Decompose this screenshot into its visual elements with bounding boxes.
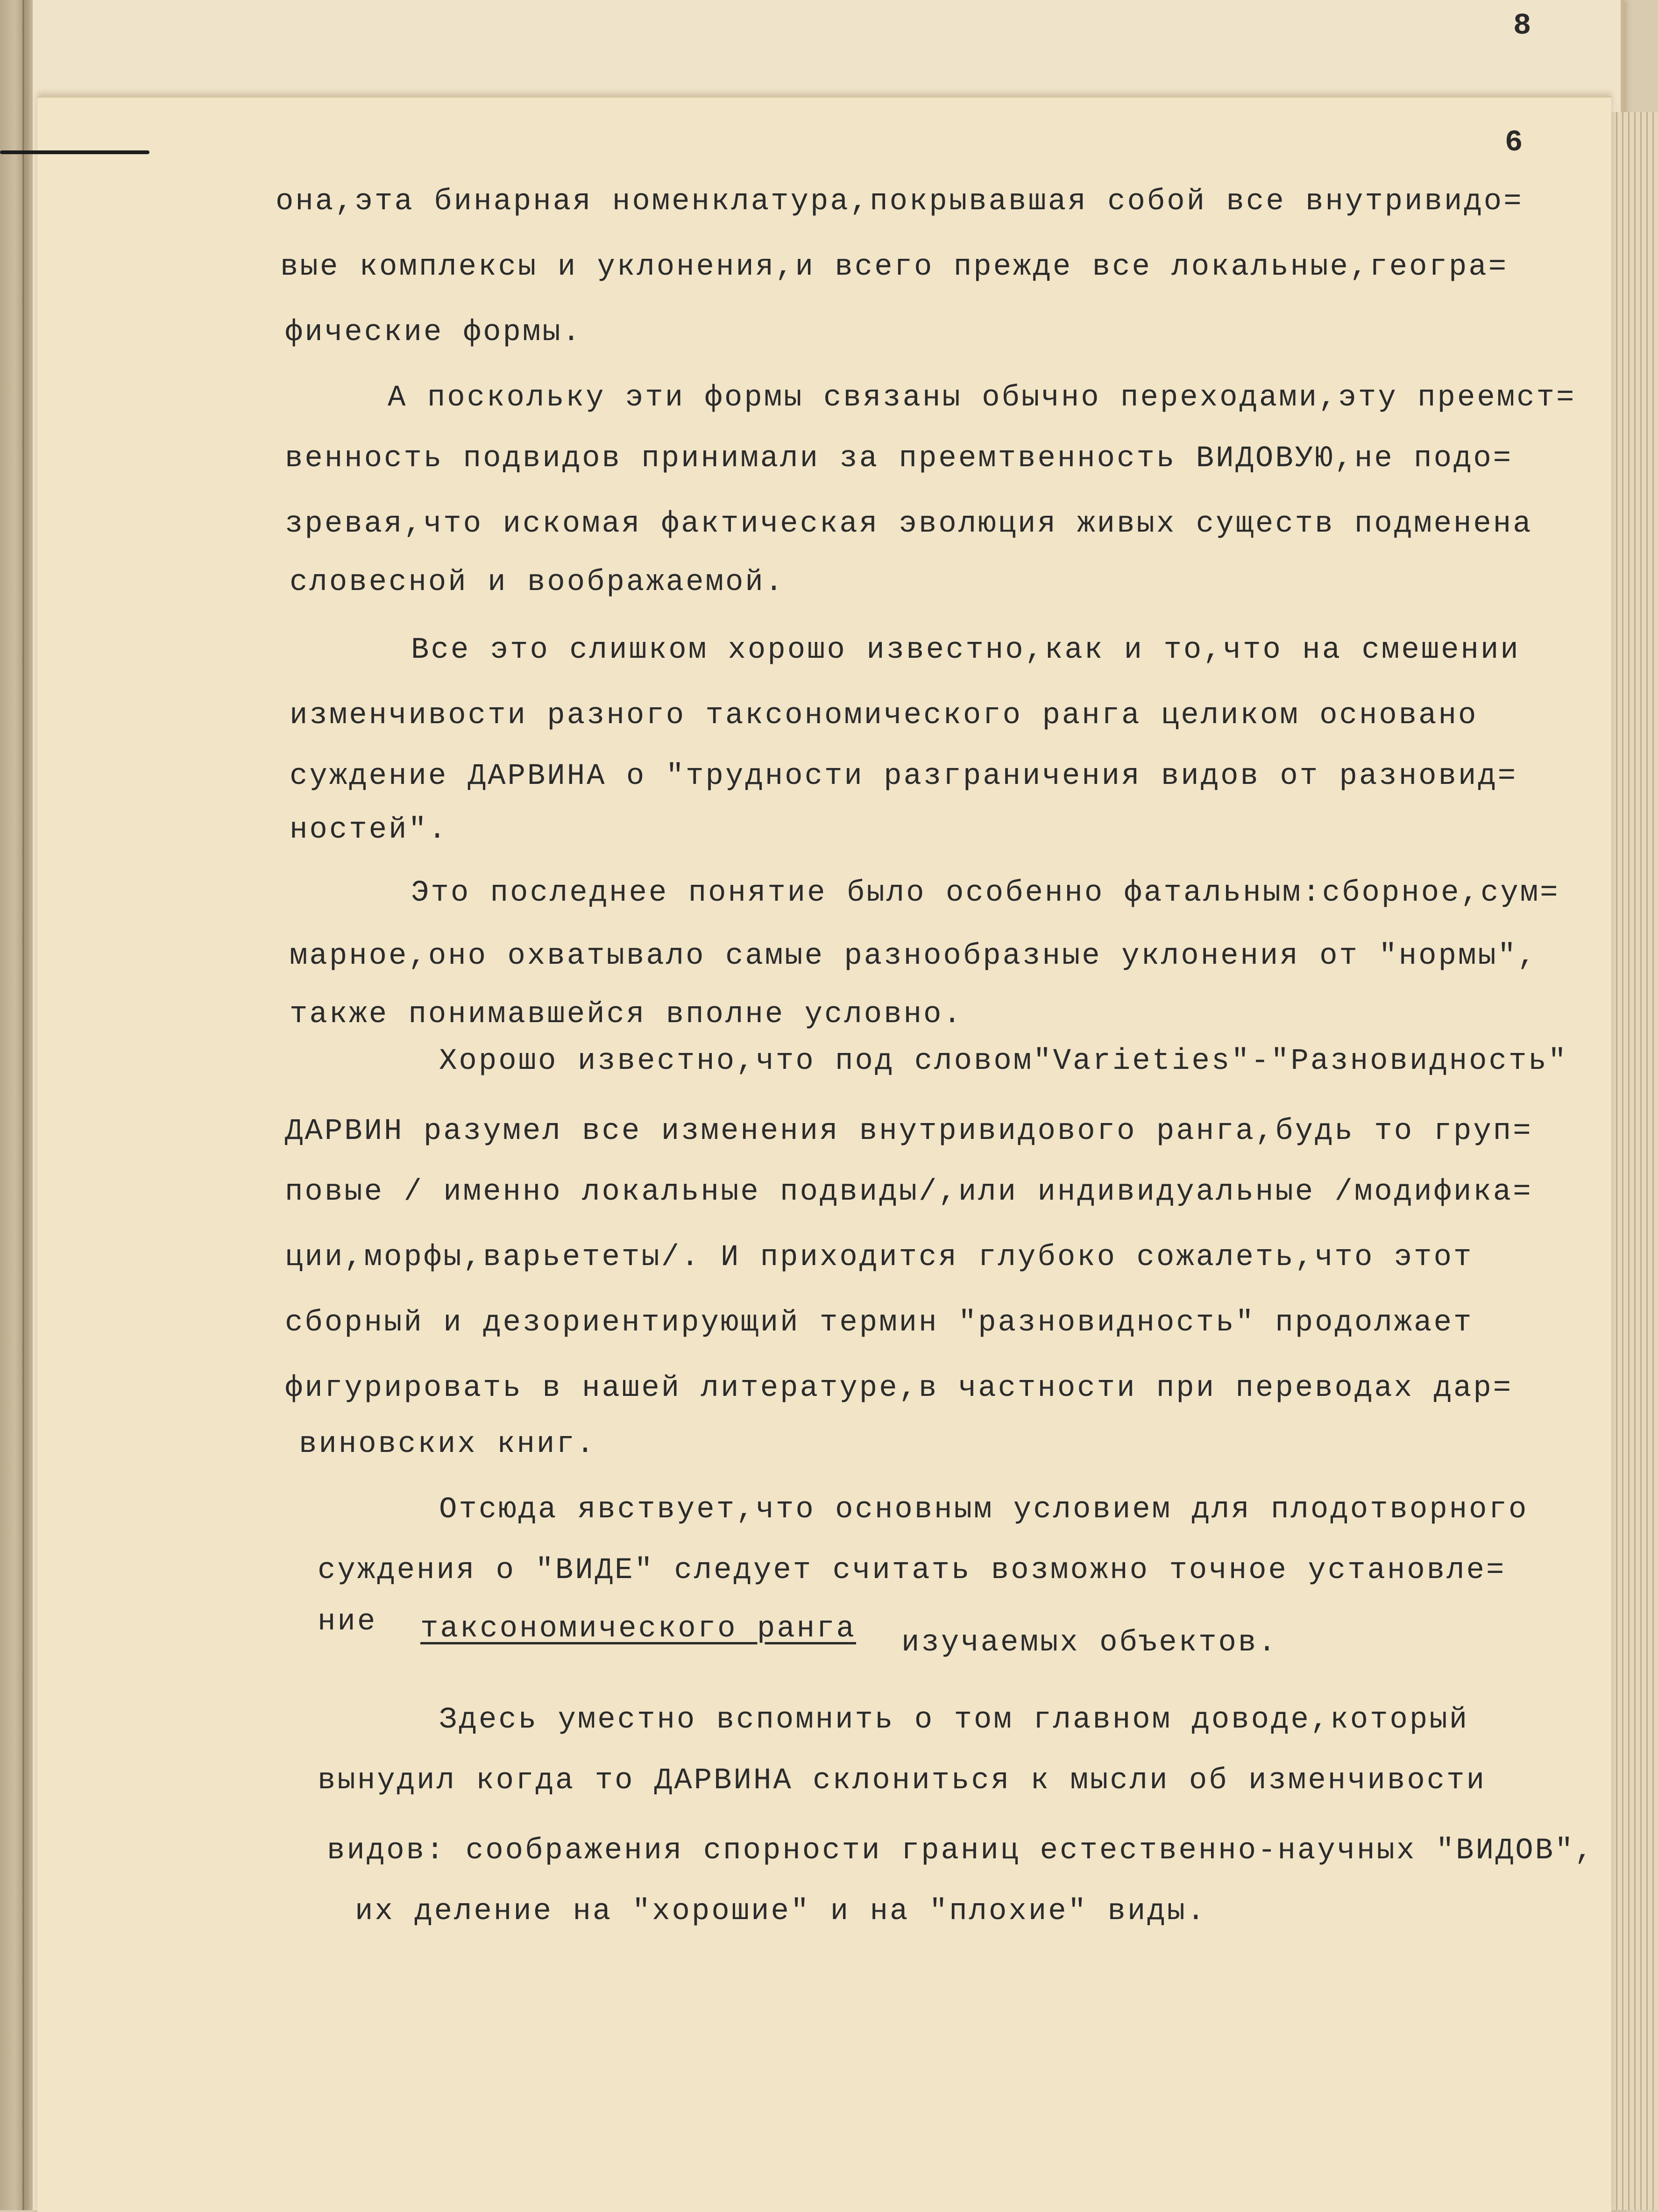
text-line: сборный и дезориентирующий термин "разновидность" продолжает	[285, 1306, 1474, 1340]
text-line: Это последнее понятие было особенно фатальным:сборное,сум=	[411, 876, 1560, 910]
text-line: изучаемых объектов.	[901, 1626, 1278, 1660]
text-line: словесной и воображаемой.	[290, 566, 785, 599]
text-line: ние	[318, 1605, 377, 1639]
text-line: также понимавшейся вполне условно.	[290, 998, 963, 1031]
text-line: ностей".	[290, 813, 448, 847]
text-line: вынудил когда то ДАРВИНА склониться к мысли об изменчивости	[318, 1764, 1486, 1798]
text-line: Здесь уместно вспомнить о том главном доводе,который	[439, 1703, 1469, 1737]
text-line: марное,оно охватывало самые разнообразные уклонения от "нормы",	[290, 939, 1538, 973]
text-line: повые / именно локальные подвиды/,или индивидуальные /модифика=	[285, 1175, 1533, 1209]
text-line: изменчивости разного таксономического ранга целиком основано	[290, 699, 1478, 733]
text-line: Хорошо известно,что под словом"Varieties"-"Разновидность"	[439, 1045, 1568, 1078]
text-line: она,эта бинарная номенклатура,покрывавшая собой все внутривидо=	[276, 185, 1523, 219]
text-line: суждения о "ВИДЕ" следует считать возможно точное установле=	[318, 1554, 1506, 1587]
text-line: фигурировать в нашей литературе,в частности при переводах дар=	[285, 1372, 1513, 1405]
text-line: А поскольку эти формы связаны обычно переходами,эту преемст=	[388, 381, 1576, 415]
text-line: суждение ДАРВИНА о "трудности разграничения видов от разновид=	[290, 760, 1518, 793]
underlined-phrase: таксономического ранга	[420, 1612, 856, 1646]
page-number: 6	[1505, 126, 1523, 160]
text-line: ДАРВИН разумел все изменения внутривидового ранга,будь то груп=	[285, 1115, 1533, 1148]
text-line: венность подвидов принимали за преемтвенность ВИДОВУЮ,не подо=	[285, 442, 1513, 476]
text-line: их деление на "хорошие" и на "плохие" виды.	[355, 1895, 1207, 1928]
page-stack-edge	[1611, 112, 1658, 2210]
text-line: Отсюда явствует,что основным условием для плодотворного	[439, 1493, 1529, 1527]
back-page-number: 8	[1513, 9, 1531, 43]
text-line: зревая,что искомая фактическая эволюция живых существ подменена	[285, 507, 1533, 541]
text-line: фические формы.	[285, 316, 582, 349]
text-line: ции,морфы,варьететы/. И приходится глубоко сожалеть,что этот	[285, 1241, 1474, 1274]
text-line: видов: соображения спорности границ естественно-научных "ВИДОВ",	[327, 1834, 1594, 1868]
text-line: виновских книг.	[299, 1428, 596, 1461]
text-line: вые комплексы и уклонения,и всего прежде все локальные,геогра=	[280, 250, 1509, 284]
text-line: Все это слишком хорошо известно,как и то,что на смешении	[411, 633, 1520, 667]
